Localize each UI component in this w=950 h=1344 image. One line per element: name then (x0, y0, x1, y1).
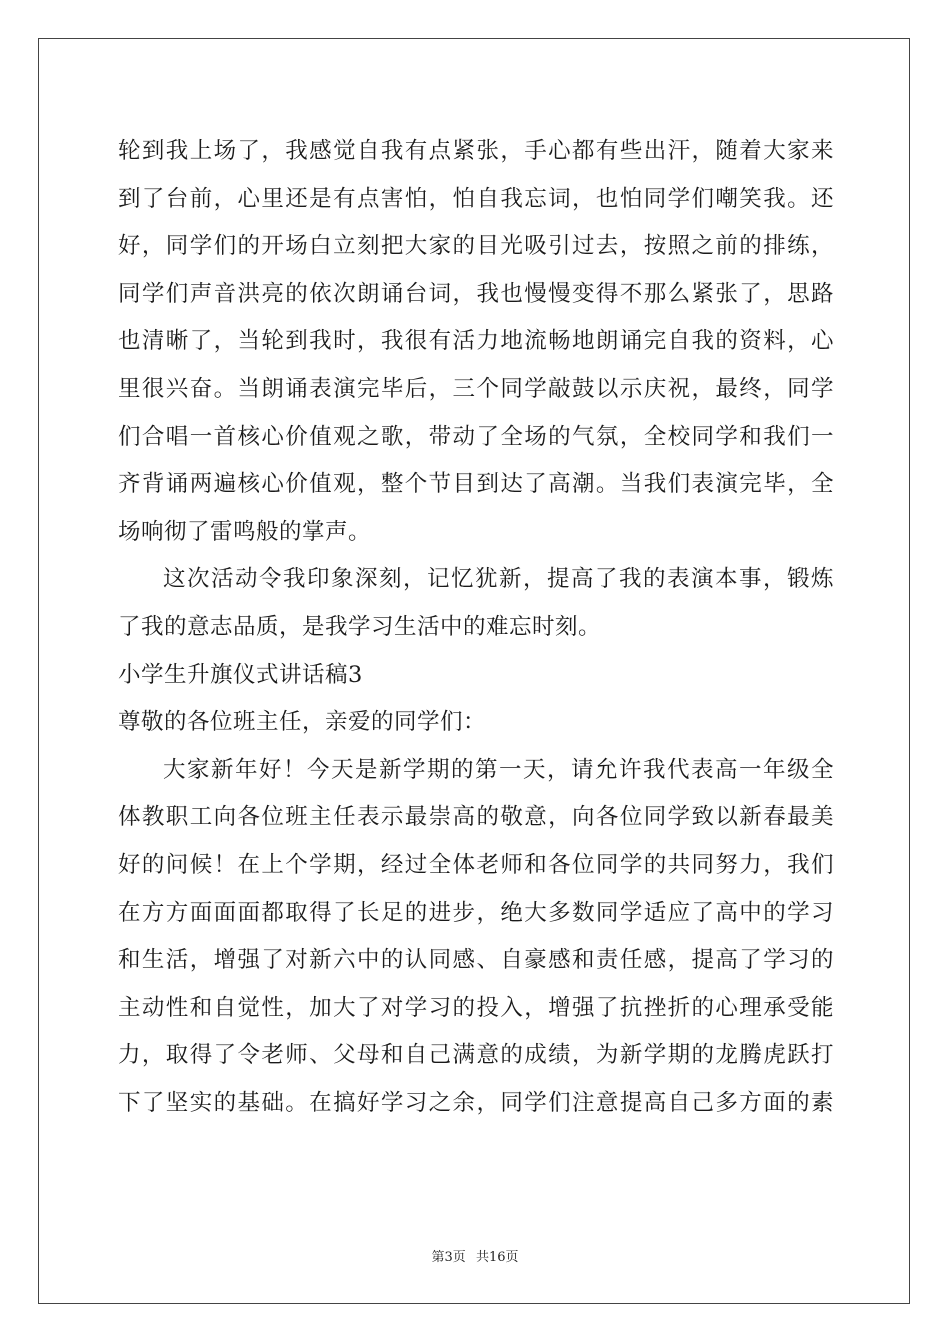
text-line: 和生活，增强了对新六中的认同感、自豪感和责任感，提高了学习的 (118, 947, 834, 974)
text-line: 们合唱一首核心价值观之歌，带动了全场的气氛，全校同学和我们一 (118, 423, 834, 450)
text-line: 场响彻了雷鸣般的掌声。 (118, 518, 372, 545)
text-line: 同学们声音洪亮的依次朗诵台词，我也慢慢变得不那么紧张了，思路 (118, 280, 834, 307)
text-line: 下了坚实的基础。在搞好学习之余，同学们注意提高自己多方面的素 (118, 1089, 834, 1116)
section-title: 小学生升旗仪式讲话稿3 (118, 661, 363, 688)
text-line: 在方方面面面都取得了长足的进步，绝大多数同学适应了高中的学习 (118, 899, 834, 926)
text-line: 好，同学们的开场白立刻把大家的目光吸引过去，按照之前的排练， (118, 233, 834, 260)
page-footer (0, 1246, 950, 1265)
page-total: 共16页 (475, 1250, 519, 1265)
text-line: 体教职工向各位班主任表示最崇高的敬意，向各位同学致以新春最美 (118, 804, 834, 831)
salutation: 尊敬的各位班主任，亲爱的同学们： (118, 709, 487, 736)
text-line: 到了台前，心里还是有点害怕，怕自我忘词，也怕同学们嘲笑我。还 (118, 185, 834, 212)
text-line: 好的问候！在上个学期，经过全体老师和各位同学的共同努力，我们 (118, 851, 834, 878)
page-number: 第3页 (431, 1250, 466, 1265)
text-line: 了我的意志品质，是我学习生活中的难忘时刻。 (118, 613, 602, 640)
text-line: 里很兴奋。当朗诵表演完毕后，三个同学敲鼓以示庆祝，最终，同学 (118, 375, 834, 402)
text-line: 也清晰了，当轮到我时，我很有活力地流畅地朗诵完自我的资料，心 (118, 328, 834, 355)
text-line: 力，取得了令老师、父母和自己满意的成绩，为新学期的龙腾虎跃打 (118, 1042, 834, 1069)
document-body (118, 128, 834, 1127)
text-line: 大家新年好！今天是新学期的第一天，请允许我代表高一年级全 (163, 756, 834, 783)
text-line: 齐背诵两遍核心价值观，整个节目到达了高潮。当我们表演完毕，全 (118, 471, 834, 498)
text-line: 主动性和自觉性，加大了对学习的投入，增强了抗挫折的心理承受能 (118, 994, 834, 1021)
text-line: 轮到我上场了，我感觉自我有点紧张，手心都有些出汗，随着大家来 (118, 138, 834, 164)
text-line: 这次活动令我印象深刻，记忆犹新，提高了我的表演本事，锻炼 (163, 566, 834, 593)
